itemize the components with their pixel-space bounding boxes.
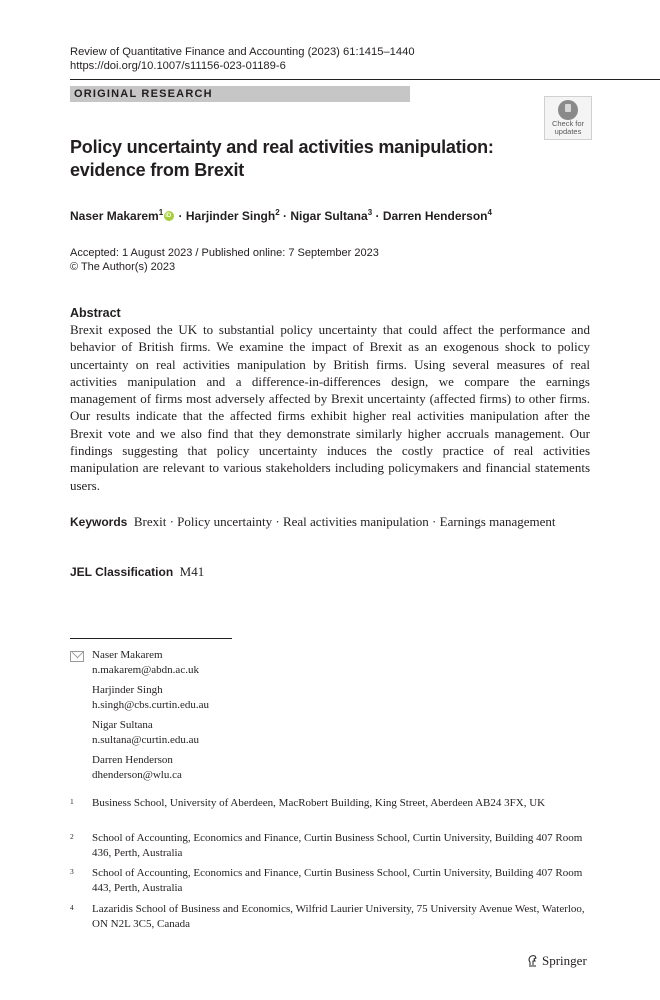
orcid-icon[interactable]: [164, 211, 174, 221]
publisher-name: Springer: [542, 953, 587, 968]
abstract-heading: Abstract: [70, 306, 121, 320]
journal-citation: Review of Quantitative Finance and Accounting (2023) 61:1415–1440: [70, 46, 415, 58]
contact-item: [92, 648, 209, 677]
contact-name: Naser Makarem: [92, 649, 163, 661]
affiliation-item: [70, 796, 600, 811]
check-updates-label: Check for updates: [551, 119, 585, 136]
envelope-icon: [70, 651, 84, 662]
bookmark-icon: [558, 100, 578, 120]
author-name: Darren Henderson: [382, 209, 488, 223]
keywords-list: Brexit · Policy uncertainty · Real activities manipulation · Earnings management: [133, 514, 556, 529]
affiliation-text: Lazaridis School of Business and Economics, Wilfrid Laurier University, 75 University Avenue West, Waterloo, ON N2L 3C5, Canada: [92, 903, 585, 930]
affiliation-ref: 1: [158, 208, 164, 217]
contact-email[interactable]: h.singh@cbs.curtin.edu.au: [92, 698, 210, 711]
publication-dates: [70, 246, 379, 274]
contact-email[interactable]: n.makarem@abdn.ac.uk: [92, 663, 199, 676]
springer-horse-icon: [527, 954, 538, 967]
separator: ·: [372, 209, 383, 223]
contact-name: Nigar Sultana: [92, 719, 153, 731]
affiliation-item: [70, 831, 600, 860]
copyright-line: © The Author(s) 2023: [70, 261, 176, 273]
keywords-section: [70, 513, 590, 532]
separator: ·: [175, 209, 186, 223]
journal-header: [70, 45, 415, 73]
affiliation-number: 4: [70, 903, 74, 912]
affiliation-number: 1: [70, 797, 74, 806]
author-name: Naser Makarem: [70, 209, 159, 223]
contact-email[interactable]: n.sultana@curtin.edu.au: [92, 733, 199, 746]
affiliation-text: School of Accounting, Economics and Finance, Curtin Business School, Curtin University, Building 407 Room 443, Perth, Australia: [92, 867, 583, 894]
author-list: [70, 205, 492, 224]
affiliation-number: 3: [70, 867, 74, 876]
dates-line: Accepted: 1 August 2023 / Published online: 7 September 2023: [70, 247, 379, 259]
contact-item: [92, 683, 209, 712]
contact-item: [92, 718, 209, 747]
check-for-updates-badge[interactable]: [544, 96, 592, 140]
contact-name: Harjinder Singh: [92, 684, 163, 696]
contact-list: [92, 648, 209, 788]
section-banner: [70, 86, 410, 102]
contact-item: [92, 753, 209, 782]
abstract-body: Brexit exposed the UK to substantial policy uncertainty that could affect the performance and behavior of British firms. We examine the impact of Brexit as an exogenous shock to policy uncertainty on real activities manipulation by British firms. Using several measures of real activities manipulation and a difference-in-differences design, we compare the earnings management of firms most adversely affected by Brexit uncertainty (affected firms) to other firms. Our results indicate that the affected firms exhibit higher real activities manipulation after the Brexit vote and we also find that they demonstrate similarly higher accruals management. Our findings suggesting that policy uncertainty induces the costly practice of real activities manipulation are relevant to various stakeholders including policymakers and financial statements users.: [70, 322, 590, 493]
affiliation-ref: 3: [367, 208, 373, 217]
affiliation-text: School of Accounting, Economics and Finance, Curtin Business School, Curtin University, Building 407 Room 436, Perth, Australia: [92, 832, 583, 859]
affiliation-ref: 4: [487, 208, 492, 217]
section-label: ORIGINAL RESEARCH: [74, 88, 213, 100]
jel-section: [70, 564, 204, 580]
doi-link[interactable]: https://doi.org/10.1007/s11156-023-01189-6: [70, 60, 286, 72]
affiliation-text: Business School, University of Aberdeen, MacRobert Building, King Street, Aberdeen AB24 3FX, UK: [92, 797, 546, 809]
contact-name: Darren Henderson: [92, 754, 173, 766]
affiliation-item: [70, 902, 600, 931]
publisher-logo: [527, 953, 587, 969]
separator: ·: [279, 209, 291, 223]
author-name: Nigar Sultana: [290, 209, 368, 223]
author-name: Harjinder Singh: [185, 209, 276, 223]
contact-email[interactable]: dhenderson@wlu.ca: [92, 768, 182, 781]
affiliation-ref: 2: [275, 208, 280, 217]
article-title: Policy uncertainty and real activities manipulation: evidence from Brexit: [70, 137, 494, 180]
jel-label: JEL Classification: [70, 565, 174, 579]
keywords-label: Keywords: [70, 515, 128, 529]
header-divider: [70, 79, 660, 80]
affiliation-number: 2: [70, 832, 74, 841]
affiliation-item: [70, 866, 600, 895]
footnote-divider: [70, 638, 232, 639]
jel-code: M41: [179, 564, 205, 579]
